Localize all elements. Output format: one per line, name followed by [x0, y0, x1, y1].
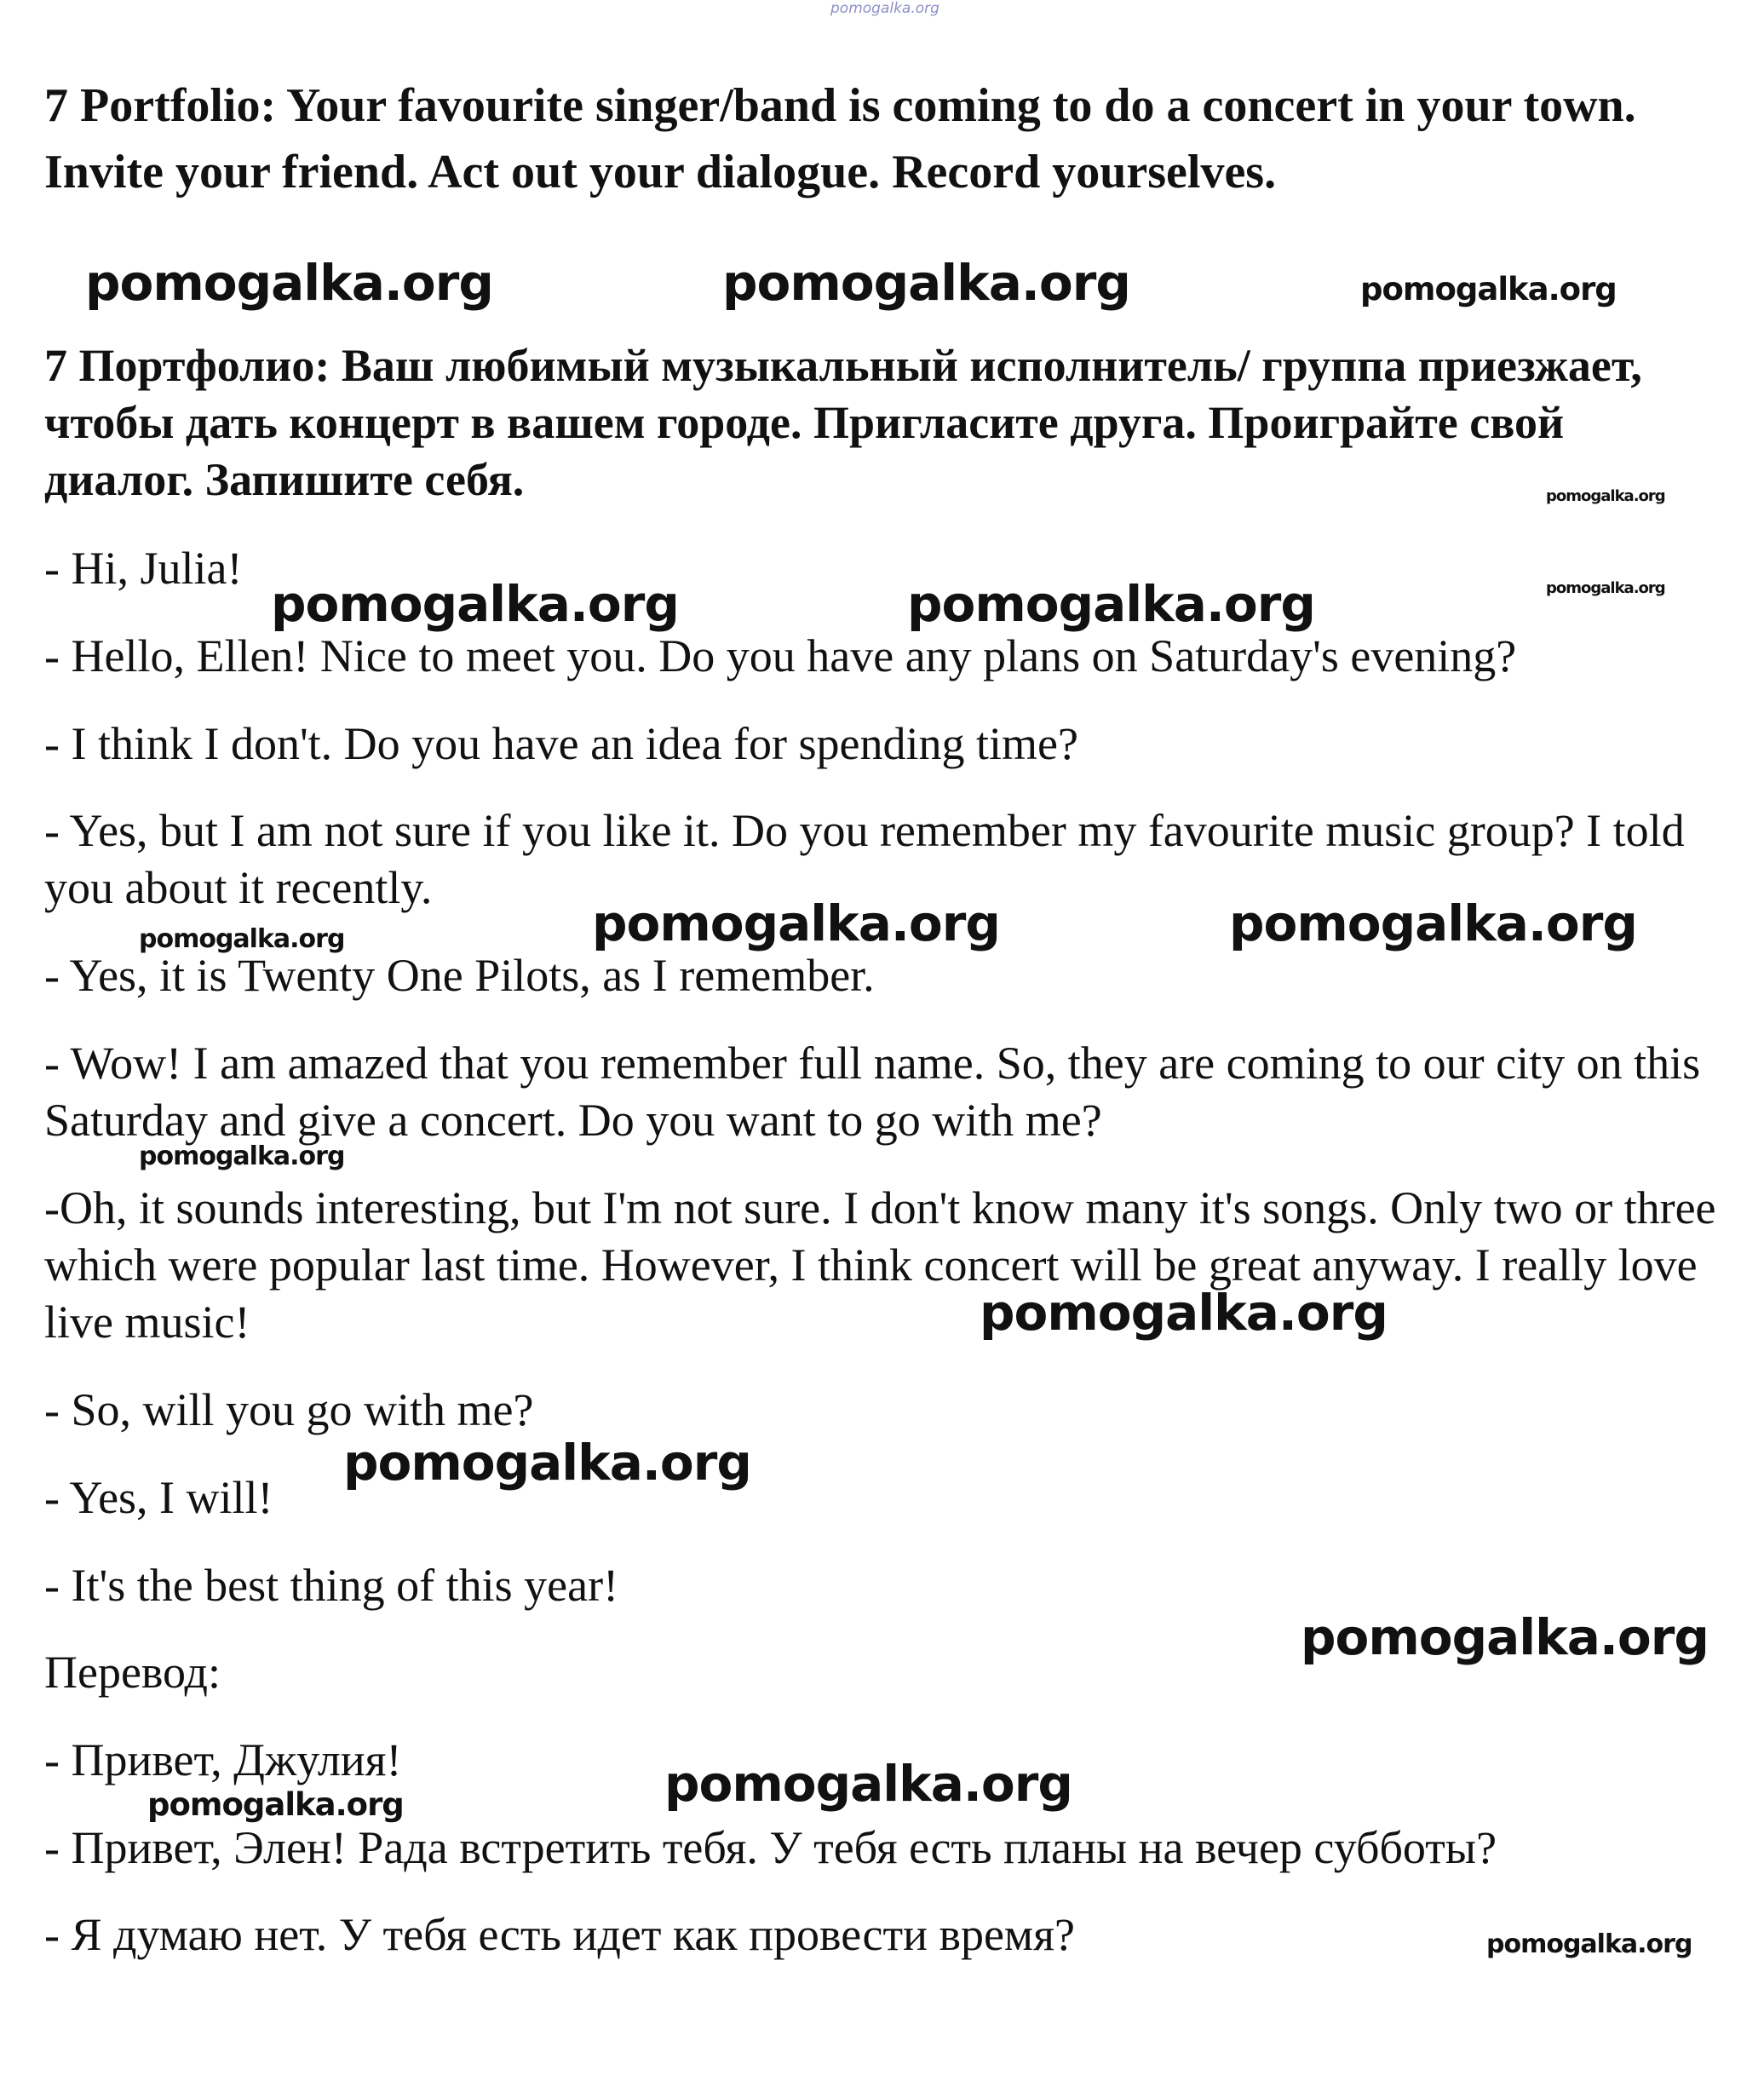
- task-heading-ru: 7 Портфолио: Ваш любимый музыкальный исполнитель/ группа приезжает, чтобы дать концерт в вашем городе. Пригласите друга. Проиграйте свой диалог. Запишите себя.: [44, 340, 1642, 505]
- watermark: pomogalka.org: [592, 894, 1000, 952]
- watermark: pomogalka.org: [343, 1434, 751, 1492]
- watermark: pomogalka.org: [1229, 894, 1637, 952]
- translation-line: - Привет, Элен! Рада встретить тебя. У тебя есть планы на вечер субботы?: [44, 1822, 1497, 1873]
- dialogue-line: - Yes, I will!: [44, 1472, 273, 1523]
- dialogue-line: - I think I don't. Do you have an idea for spending time?: [44, 718, 1078, 769]
- watermark: pomogalka.org: [664, 1755, 1072, 1813]
- dialogue-line: - So, will you go with me?: [44, 1384, 534, 1435]
- watermark: pomogalka.org: [722, 254, 1130, 312]
- watermark: pomogalka.org: [1486, 1929, 1692, 1959]
- dialogue-line: -Oh, it sounds interesting, but I'm not sure. I don't know many it's songs. Only two or three which were popular last time. However, I think concert will be great anyway. I really love live music!: [44, 1182, 1716, 1348]
- dialogue-line: - It's the best thing of this year!: [44, 1560, 619, 1611]
- top-watermark: pomogalka.org: [830, 0, 939, 17]
- watermark: pomogalka.org: [1546, 579, 1665, 597]
- watermark: pomogalka.org: [907, 575, 1315, 633]
- watermark: pomogalka.org: [139, 1141, 345, 1171]
- dialogue-line: - Wow! I am amazed that you remember full name. So, they are coming to our city on this Saturday and give a concert. Do you want to go with me?: [44, 1038, 1701, 1146]
- watermark: pomogalka.org: [1546, 487, 1665, 505]
- watermark: pomogalka.org: [980, 1284, 1388, 1342]
- watermark: pomogalka.org: [1301, 1608, 1709, 1666]
- dialogue-line: - Hello, Ellen! Nice to meet you. Do you have any plans on Saturday's evening?: [44, 630, 1517, 681]
- translation-line: - Я думаю нет. У тебя есть идет как провести время?: [44, 1909, 1075, 1960]
- watermark: pomogalka.org: [271, 575, 679, 633]
- dialogue-line: - Yes, but I am not sure if you like it. Do you remember my favourite music group? I told you about it recently.: [44, 805, 1685, 913]
- watermark: pomogalka.org: [147, 1786, 404, 1823]
- watermark: pomogalka.org: [85, 254, 493, 312]
- watermark: pomogalka.org: [139, 924, 345, 954]
- watermark: pomogalka.org: [1360, 271, 1617, 308]
- dialogue-line: - Yes, it is Twenty One Pilots, as I remember.: [44, 950, 875, 1001]
- translation-label: Перевод:: [44, 1647, 221, 1698]
- task-heading-en: 7 Portfolio: Your favourite singer/band is coming to do a concert in your town. Invite your friend. Act out your dialogue. Record yourselves.: [44, 79, 1636, 198]
- translation-line: - Привет, Джулия!: [44, 1734, 402, 1785]
- dialogue-line: - Hi, Julia!: [44, 543, 243, 594]
